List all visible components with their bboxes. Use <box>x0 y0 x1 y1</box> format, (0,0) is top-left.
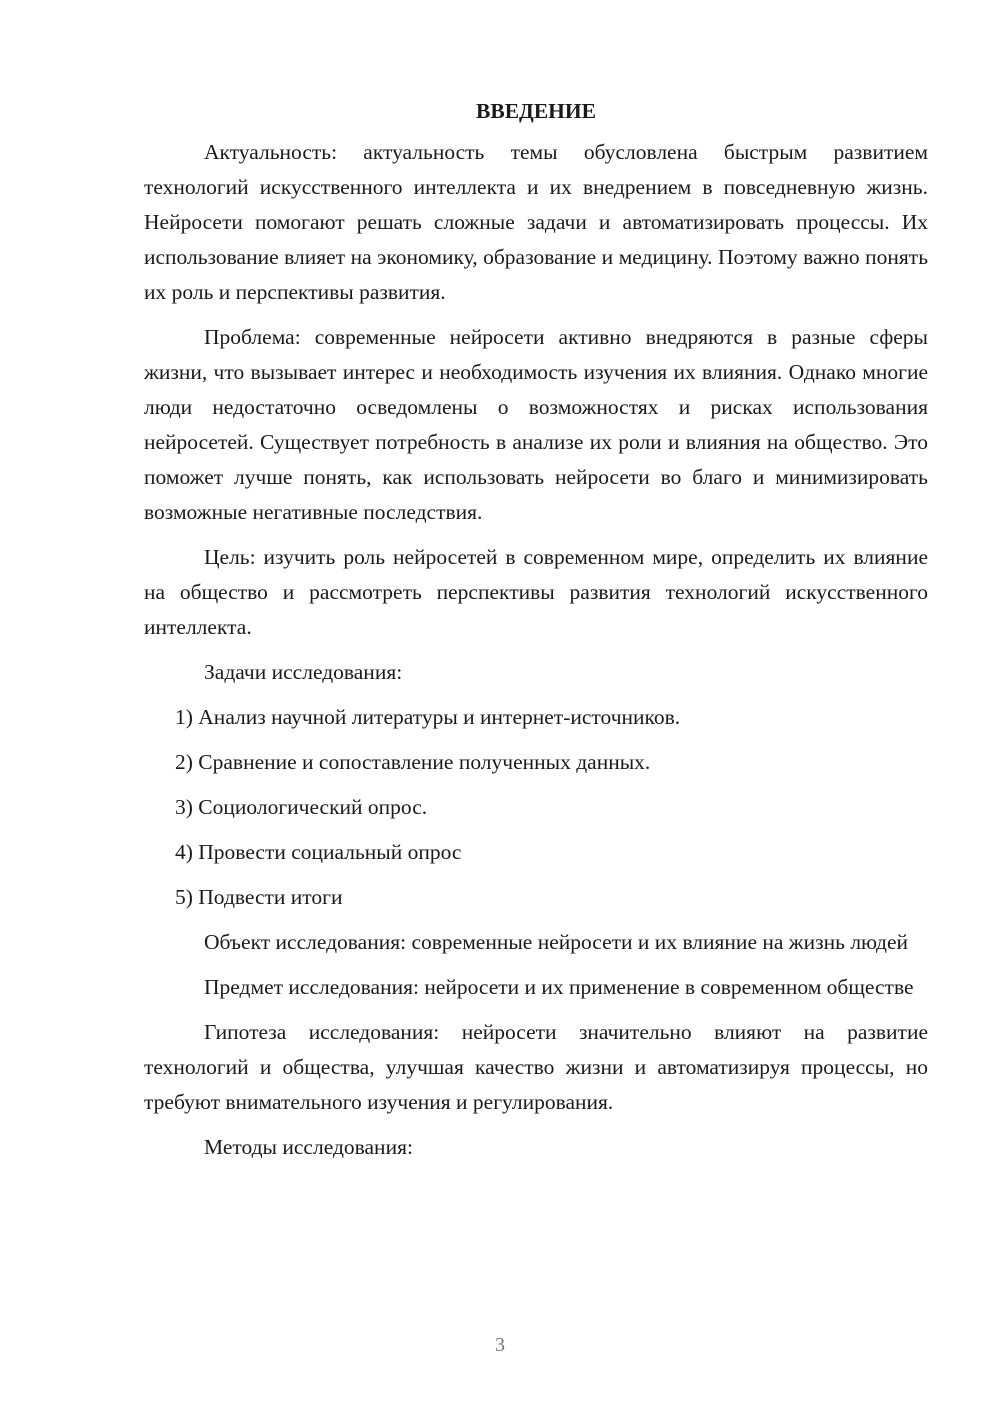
paragraph-goal: Цель: изучить роль нейросетей в современном мире, определить их влияние на общество и рассмотреть перспективы развития технологий искусственного интеллекта. <box>144 545 928 639</box>
page-number: 3 <box>495 1334 505 1356</box>
list-item: 5) Подвести итоги <box>175 885 343 909</box>
document-page <box>144 96 928 1175</box>
paragraph-problem: Проблема: современные нейросети активно внедряются в разные сферы жизни, что вызывает интерес и необходимость изучения их влияния. Однако многие люди недостаточно осведомлены о возможностях и рисках использования нейросетей. Существует потребность в анализе их роли и влияния на общество. Это поможет лучше понять, как использовать нейросети во благо и минимизировать возможные негативные последствия. <box>144 325 928 524</box>
paragraph-relevance: Актуальность: актуальность темы обусловлена быстрым развитием технологий искусственного интеллекта и их внедрением в повседневную жизнь. Нейросети помогают решать сложные задачи и автоматизировать процессы. Их использование влияет на экономику, образование и медицину. Поэтому важно понять их роль и перспективы развития. <box>144 140 928 304</box>
paragraph-subject: Предмет исследования: нейросети и их применение в современном обществе <box>204 975 914 999</box>
tasks-heading: Задачи исследования: <box>204 660 403 684</box>
paragraph-methods: Методы исследования: <box>204 1135 413 1159</box>
paragraph-hypothesis: Гипотеза исследования: нейросети значительно влияют на развитие технологий и общества, улучшая качество жизни и автоматизируя процессы, но требуют внимательного изучения и регулирования. <box>144 1020 928 1114</box>
list-item: 4) Провести социальный опрос <box>175 840 462 864</box>
paragraph-object: Объект исследования: современные нейросети и их влияние на жизнь людей <box>204 930 909 954</box>
list-item: 3) Социологический опрос. <box>175 795 428 819</box>
task-list <box>144 700 928 915</box>
section-title: ВВЕДЕНИЕ <box>476 99 596 123</box>
list-item: 2) Сравнение и сопоставление полученных данных. <box>175 750 651 774</box>
list-item: 1) Анализ научной литературы и интернет-источников. <box>175 705 681 729</box>
